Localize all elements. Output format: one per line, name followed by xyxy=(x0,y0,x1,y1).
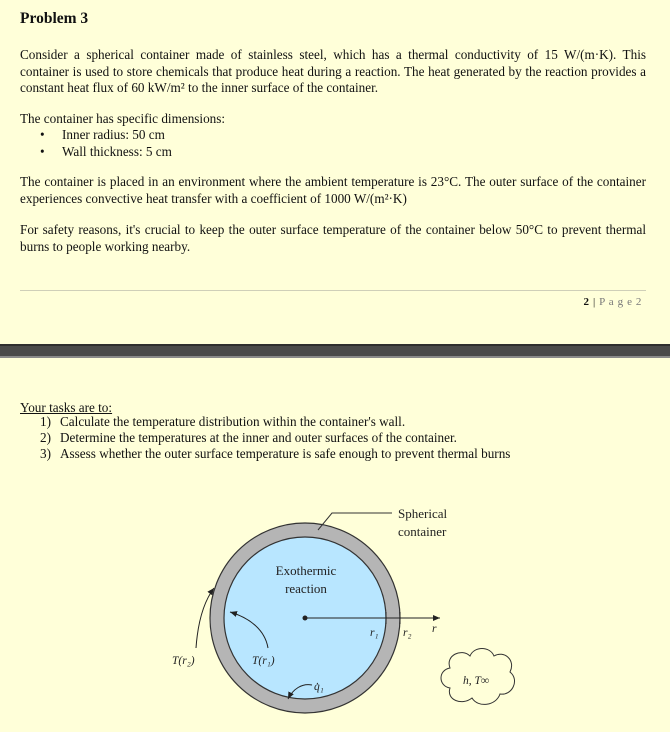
label-r: r xyxy=(432,623,437,635)
spherical-container-figure xyxy=(0,470,670,732)
dimensions-intro: The container has specific dimensions: xyxy=(20,111,226,126)
label-ambient: h, T∞ xyxy=(462,675,490,687)
page-separator-bar xyxy=(0,344,670,358)
footer-rule xyxy=(20,290,646,291)
problem-title: Problem 3 xyxy=(20,10,89,27)
problem-paragraph-4: For safety reasons, it's crucial to keep the outer surface temperature of the container below 50°C to prevent thermal burns to people working nearby. xyxy=(20,222,646,254)
tasks-heading: Your tasks are to: xyxy=(20,400,113,415)
label-reaction-line1: Exothermic xyxy=(275,563,337,578)
tasks-list xyxy=(40,414,510,462)
problem-paragraph-3: The container is placed in an environment where the ambient temperature is 23°C. The outer surface of the container experiences convective heat transfer with a coefficient of 1000 W/(m²·K) xyxy=(20,174,646,206)
task-item: 3) Assess whether the outer surface temperature is safe enough to prevent thermal burns xyxy=(40,446,511,461)
dimension-item-inner-radius: • Inner radius: 50 cm xyxy=(20,126,172,143)
label-r1: r₁ xyxy=(370,627,379,639)
label-T-r2: T(r₂) xyxy=(172,655,195,667)
task-item: 2) Determine the temperatures at the inner and outer surfaces of the container. xyxy=(40,430,457,445)
page-number-label: P a g e 2 xyxy=(599,296,642,308)
page-number-separator: | xyxy=(592,296,596,308)
page-number-value: 2 xyxy=(583,296,590,308)
dimension-item-wall-thickness: • Wall thickness: 5 cm xyxy=(20,143,172,160)
label-r2: r₂ xyxy=(403,627,412,639)
problem-paragraph-1: Consider a spherical container made of stainless steel, which has a thermal conductivity of 15 W/(m·K). This container is used to store chemicals that produce heat during a reaction. The heat generated by the reaction provides a constant heat flux of 60 kW/m² to the inner surface of the container. xyxy=(20,47,646,95)
label-T-r1: T(r₁) xyxy=(252,655,275,667)
label-q1: q̇₁ xyxy=(314,681,324,693)
page-number xyxy=(583,296,642,308)
task-item: 1) Calculate the temperature distribution within the container's wall. xyxy=(40,414,406,429)
label-container-line2: container xyxy=(398,524,447,539)
label-container-line1: Spherical xyxy=(398,506,448,521)
page-1 xyxy=(0,0,670,343)
dimensions-list xyxy=(20,126,172,160)
label-reaction-line2: reaction xyxy=(285,581,327,596)
